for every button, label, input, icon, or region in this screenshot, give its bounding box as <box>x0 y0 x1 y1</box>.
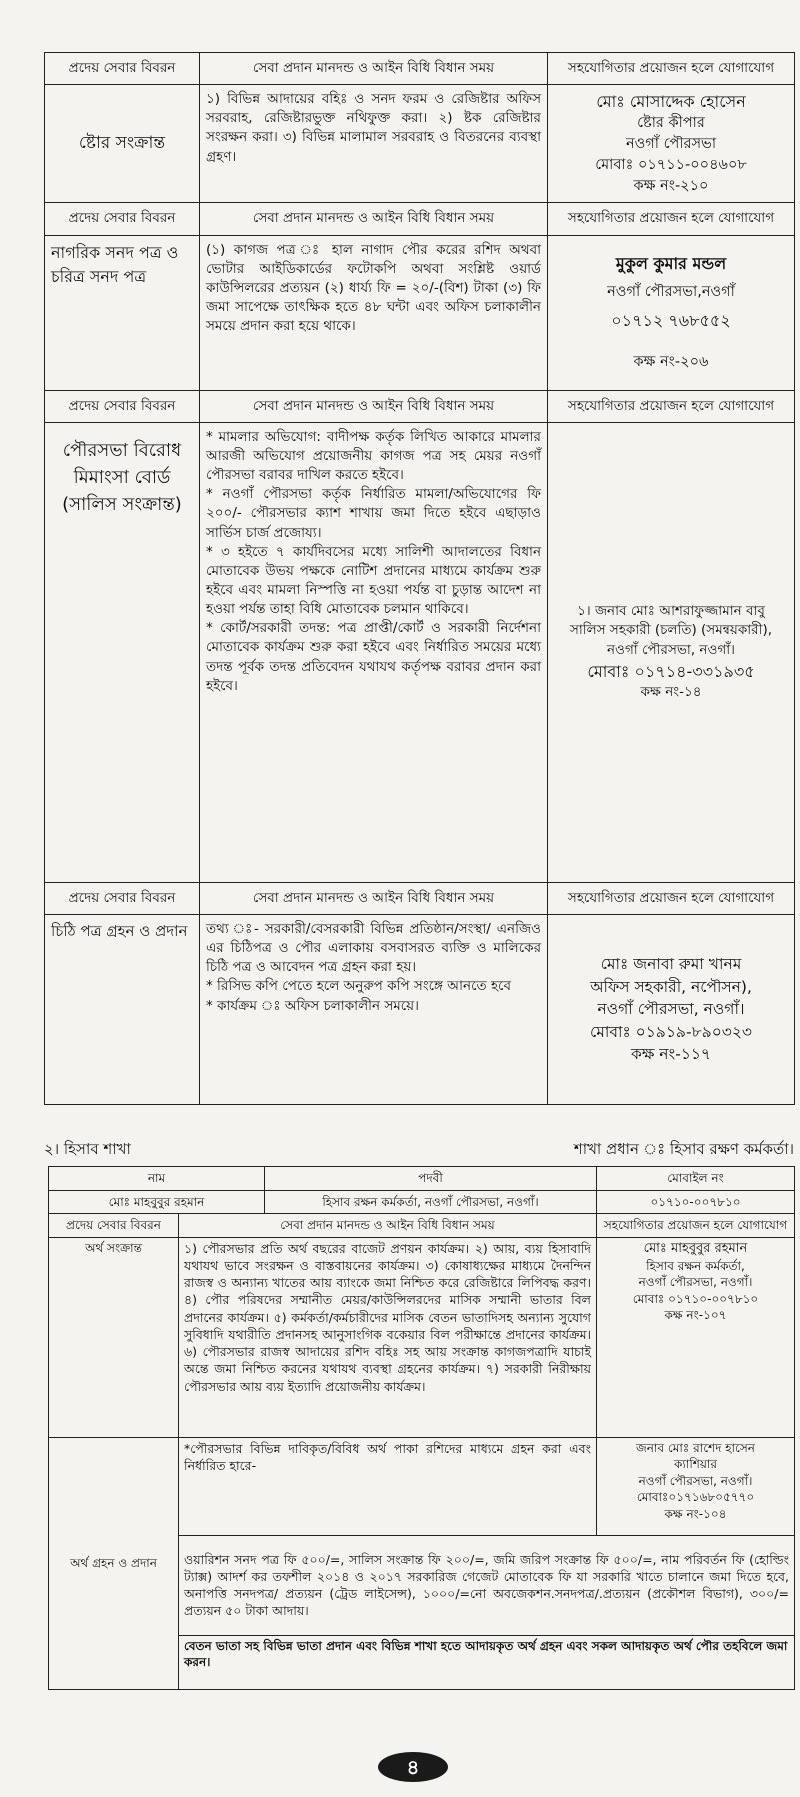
header-standard: সেবা প্রদান মানদন্ড ও আইন বিধি বিধান সময় <box>200 203 548 235</box>
col-designation: পদবী <box>265 1167 597 1191</box>
header-service: প্রদেয় সেবার বিবরন <box>45 390 200 422</box>
person-name: মোঃ মাহবুবুর রহমান <box>49 1190 265 1214</box>
header-standard: সেবা প্রদান মানদন্ড ও আইন বিধি বিধান সময় <box>200 53 548 85</box>
table-row <box>49 1190 795 1214</box>
page-number: ৪ <box>378 1752 448 1782</box>
contact-person: মোঃ জনাবা রুমা খানম অফিস সহকারী, নপৌসন), নওগাঁ পৌরসভা, নওগাঁ। মোবাঃ ০১৯১৯-৮৯০৩২৩ কক্ষ নং-১১৭ <box>548 914 795 1104</box>
header-service: প্রদেয় সেবার বিবরন <box>45 203 200 235</box>
header-service: প্রদেয় সেবার বিবরন <box>45 882 200 914</box>
header-service: প্রদেয় সেবার বিবরন <box>49 1214 179 1238</box>
table-row <box>45 914 795 1104</box>
service-name: অর্থ সংক্রান্ত <box>49 1237 179 1437</box>
table-row <box>45 235 795 390</box>
service-description: * মামলার অভিযোগ: বাদীপক্ষ কর্তৃক লিখিত আকারে মামলার আরজী অভিযোগ প্রয়োজনীয় কাগজ পত্র সহ মেয়র নওগাঁ পৌরসভা বরাবর দাখিল করতে হইবে। * নওগাঁ পৌরসভা কর্তৃক নির্ধারিত মামলা/অভিযোগের ফি ২০০/- পৌরসভার ক্যাশ শাখায় জমা দিতে হইবে এছাড়াও সার্ভিস চার্জ প্রজোয্য। * ৩ হইতে ৭ কার্যদিবসের মধ্যে সালিশী আদালতের বিধান মোতাবেক উভয় পক্ষকে নোটিশ প্রদানের মাধ্যমে কার্যক্রম শুরু হইবে এবং মামলা নিস্পত্তি না হওয়া পর্যন্ত বা চুড়ান্ত আদেশ না হওয়া পর্যন্ত তাহা বিধি মোতাবেক চলমান থাকিবে। * কোর্ট/সরকারী তদন্ত: পত্র প্রাপ্তী/কোর্ট ও সরকারী নির্দেশনা মোতাবেক কার্যক্রম শুরু করা হইবে এবং নির্ধারিত সময়ের মধ্যে তদন্ত পূর্বক তদন্ত প্রতিবেদন যথাযথ কর্তৃপক্ষ বরাবর প্রদান করা হইবে। <box>200 422 548 882</box>
service-name: পৌরসভা বিরোধ মিমাংসা বোর্ড (সালিস সংক্রান্ত) <box>45 422 200 882</box>
contact-person: মুকুল কুমার মন্ডল নওগাঁ পৌরসভা,নওগাঁ ০১৭১২ ৭৬৮৫৫২ কক্ষ নং-২০৬ <box>548 235 795 390</box>
section-title: ২। হিসাব শাখা <box>44 1140 131 1158</box>
service-name: নাগরিক সনদ পত্র ও চরিত্র সনদ পত্র <box>45 235 200 390</box>
person-mobile: ০১৭১০-০০৭৮১০ <box>597 1190 795 1214</box>
header-contact: সহযোগিতার প্রয়োজন হলে যোগাযোগ <box>548 390 795 422</box>
col-mobile: মোবাইল নং <box>597 1167 795 1191</box>
table-row <box>45 85 795 203</box>
header-contact: সহযোগিতার প্রয়োজন হলে যোগাযোগ <box>548 203 795 235</box>
header-contact: সহযোগিতার প্রয়োজন হলে যোগাযোগ <box>597 1214 795 1238</box>
service-description: ১) বিভিন্ন আদায়ের বহিঃ ও সনদ ফরম ও রেজিষ্টার অফিস সরবরাহ, রেজিষ্টারভুক্ত নথিফুক্ত করা। ২) ষ্টক রেজিষ্টার সংরক্ষন করা। ৩) বিভিন্ন মালামাল সরবরাহ ও বিতরনের ব্যবস্থা গ্রহণ। <box>200 85 548 203</box>
table-row <box>49 1237 795 1437</box>
col-name: নাম <box>49 1167 265 1191</box>
table-header-row <box>45 390 795 422</box>
service-description: তথ্য ঃ- সরকারী/বেসরকারী বিভিন্ন প্রতিষ্ঠান/সংস্থা/ এনজিও এর চিঠিপত্র ও পৌর এলাকায় বসবাসরত ব্যক্তি ও মালিকের চিঠি পত্র ও আবেদন পত্র গ্রহন করা হয়। * রিসিভ কপি পেতে হলে অনুরুপ কপি সংঙ্গে আনতে হবে * কার্যক্রম ঃ অফিস চলাকালীন সময়ে। <box>200 914 548 1104</box>
contact-person: মোঃ মোসাদ্দেক হোসেন ষ্টোর কীপার নওগাঁ পৌরসভা মোবাঃ ০১৭১১-০০৪৬০৮ কক্ষ নং-২১০ <box>548 85 795 203</box>
table-header-row <box>49 1167 795 1191</box>
table-header-row <box>49 1214 795 1238</box>
service-description: (১) কাগজ পত্র ঃ হাল নাগাদ পৌর করের রশিদ অথবা ভোটার আইডিকার্ডের ফটোকপি অথবা সংশ্লিষ্ট ওয়ার্ড কাউন্সিলরের প্রত্যয়ন (২) ধার্য্য ফি = ২০/-(বিশ) টাকা (৩) ফি জমা সাপেক্ষে তাৎক্ষিক হতে ৪৮ ঘন্টা এবং অফিস চলাকালীন সময়ে প্রদান করা হয়ে থাকে। <box>200 235 548 390</box>
header-service: প্রদেয় সেবার বিবরন <box>45 53 200 85</box>
service-name: ষ্টোর সংক্রান্ত <box>45 85 200 203</box>
accounts-table <box>48 1166 794 1690</box>
person-designation: হিসাব রক্ষন কর্মকর্তা, নওগাঁ পৌরসভা, নওগাঁ। <box>265 1190 597 1214</box>
contact-person: ১। জনাব মোঃ আশরাফুজ্জামান বাবু সালিস সহকারী (চলতি) (সমন্বয়কারী), নওগাঁ পৌরসভা, নওগাঁ। মোবাঃ ০১৭১৪-৩৩১৯৩৫ কক্ষ নং-১৪ <box>548 422 795 882</box>
table-header-row <box>45 53 795 85</box>
service-table-1 <box>44 52 794 1105</box>
service-description: *পৌরসভার বিভিন্ন দাবিকৃত/বিবিধ অর্থ পাকা রশিদের মাধ্যমে গ্রহন করা এবং নির্ধারিত হারে- <box>179 1437 597 1535</box>
service-name: চিঠি পত্র গ্রহন ও প্রদান <box>45 914 200 1104</box>
table-header-row <box>45 203 795 235</box>
contact-person: মোঃ মাহবুবুর রহমান হিসাব রক্ষন কর্মকর্তা, নওগাঁ পৌরসভা, নওগাঁ। মোবাঃ ০১৭১০-০০৭৮১০ কক্ষ নং-১০৭ <box>597 1237 795 1437</box>
table-row <box>45 422 795 882</box>
fees-text: ওয়ারিশন সনদ পত্র ফি ৫০০/=, সালিস সংক্রান্ত ফি ২০০/=, জমি জরিপ সংক্রান্ত ফি ৫০০/=, নাম পরিবর্তন ফি (হোল্ডিং ট্যাক্স) আদর্শ কর তফশীল ২০১৪ ও ২০১৭ সরকারিজ গেজেট মোতাবেক ফি যা সরকারি খাতে চালানে জমা দিতে হবে, অনাপত্তি সনদপত্র/ প্রত্যয়ন (ট্রেড লাইসেন্স), ১০০০/=নো অবজেকশন.সনদপত্র/.প্রত্যয়ন (প্রকৌশল বিভাগ), ৩০০/= প্রত্যয়ন ৫০ টাকা আদায়। <box>179 1535 795 1635</box>
section-head: শাখা প্রধান ঃ হিসাব রক্ষণ কর্মকর্তা। <box>573 1140 794 1158</box>
header-standard: সেবা প্রদান মানদন্ড ও আইন বিধি বিধান সময় <box>179 1214 597 1238</box>
table-header-row <box>45 882 795 914</box>
table-row <box>49 1437 795 1535</box>
header-standard: সেবা প্রদান মানদন্ড ও আইন বিধি বিধান সময় <box>200 390 548 422</box>
service-description: ১) পৌরসভার প্রতি অর্থ বছরের বাজেট প্রণয়ন কার্যক্রম। ২) আয়, ব্যয় হিসাবাদি যথাযথ ভাবে সংরক্ষন ও বাস্তবায়নের কার্যক্রম। ৩) কোষাধ্যক্ষের মাধ্যমে দৈনন্দিন রাজস্ব ও অন্যান্য খাতের আয় ব্যাংকে জমা নিশ্চিত করে রেজিষ্টারে লিপিবদ্ধ করণ। ৪) পৌর পরিষদের সম্মানীত মেয়র/কাউন্সিলরদের মাসিক সম্মানী ভাতার বিল প্রদানের কার্যক্রম। ৫) কর্মকর্তা/কর্মচারীদের মাসিক বেতন ভাতাদিসহ অন্যান্য সুযোগ সুবিধাদি যথারীতি প্রদানসহ আনুসাংগিক বকেয়ার বিল পরীক্ষান্তে প্রদানের কার্যক্রম। ৬) পৌরসভার রাজস্ব আদায়ের রশিদ বহিঃ সহ আয় সংক্রান্ত কাগজপত্রাদি যাচাই অন্তে জমা নিশ্চিত করনের যথাযথ ব্যবস্থা গ্রহনের কার্যক্রম। ৭) সরকারী নিরীক্ষায় পৌরসভার আয় ব্যয় ইত্যাদি প্রয়োজনীয় কার্যক্রম। <box>179 1237 597 1437</box>
header-standard: সেবা প্রদান মানদন্ড ও আইন বিধি বিধান সময় <box>200 882 548 914</box>
closing-text: বেতন ভাতা সহ বিভিন্ন ভাতা প্রদান এবং বিভিন্ন শাখা হতে আদায়কৃত অর্থ গ্রহন এবং সকল আদায়কৃত অর্থ পৌর তহবিলে জমা করন। <box>179 1635 795 1689</box>
service-name: অর্থ গ্রহন ও প্রদান <box>49 1437 179 1689</box>
header-contact: সহযোগিতার প্রয়োজন হলে যোগাযোগ <box>548 53 795 85</box>
header-contact: সহযোগিতার প্রয়োজন হলে যোগাযোগ <box>548 882 795 914</box>
contact-person: জনাব মোঃ রাশেদ হাসেন ক্যাশিয়ার নওগাঁ পৌরসভা, নওগাঁ। মোবাঃ০১৭১৬৮০৫৭৭০ কক্ষ নং-১০৪ <box>597 1437 795 1535</box>
